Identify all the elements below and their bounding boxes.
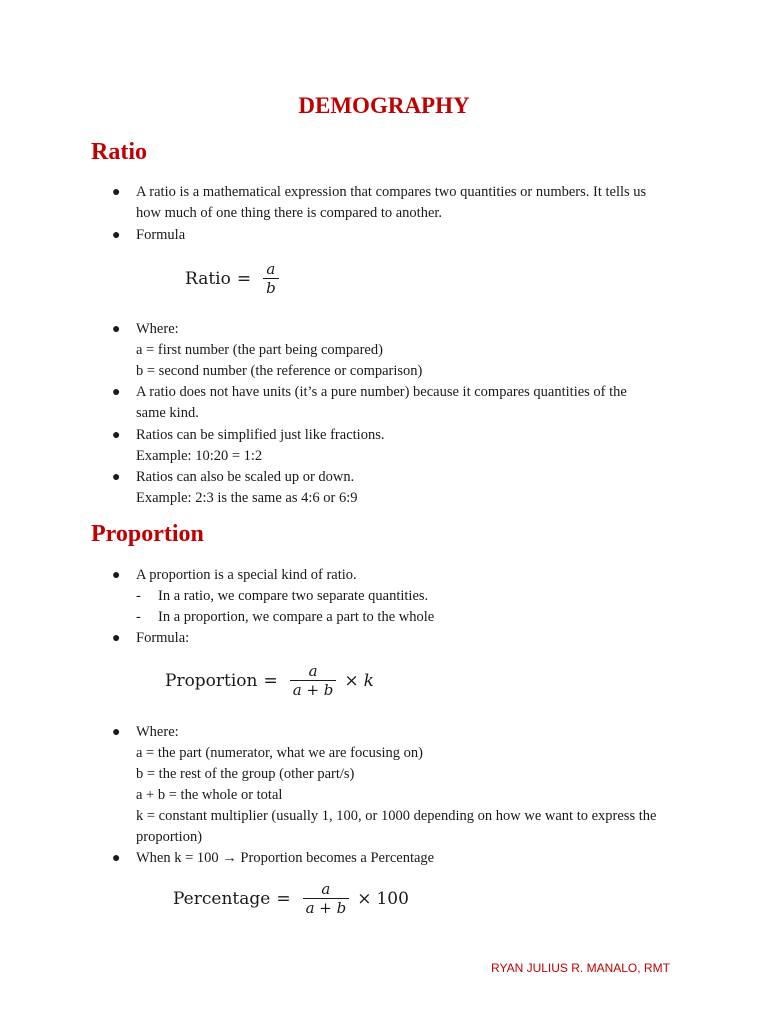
document-title: DEMOGRAPHY bbox=[298, 93, 470, 118]
bullet-icon: ● bbox=[112, 185, 121, 200]
ratio-where-b: b = second number (the reference or comparison) bbox=[136, 363, 423, 379]
percentage-times: × bbox=[357, 888, 372, 909]
ratio-where: Where: bbox=[136, 321, 179, 337]
proportion-where: Where: bbox=[136, 724, 179, 740]
percentage-numerator: a bbox=[321, 880, 331, 898]
ratio-heading: Ratio bbox=[91, 139, 147, 165]
bullet-icon: ● bbox=[112, 322, 121, 337]
ratio-simplify-example: Example: 10:20 = 1:2 bbox=[136, 448, 263, 464]
percentage-fraction bbox=[303, 880, 350, 917]
ratio-scale-example: Example: 2:3 is the same as 4:6 or 6:9 bbox=[136, 490, 358, 506]
proportion-formula-lhs: Proportion bbox=[165, 670, 258, 691]
ratio-denominator: b bbox=[266, 279, 276, 297]
proportion-where-ab: a + b = the whole or total bbox=[136, 787, 283, 803]
proportion-sub-item-2: In a proportion, we compare a part to the whole bbox=[158, 609, 435, 625]
ratio-units-line-1: A ratio does not have units (it’s a pure number) because it compares quantities of the bbox=[136, 384, 627, 400]
dash-marker: - bbox=[136, 609, 141, 625]
bullet-icon: ● bbox=[112, 851, 121, 866]
author-footer: RYAN JULIUS R. MANALO, RMT bbox=[491, 961, 670, 975]
proportion-where-k-line-1: k = constant multiplier (usually 1, 100, or 1000 depending on how we want to express the bbox=[136, 808, 657, 824]
proportion-definition: A proportion is a special kind of ratio. bbox=[136, 567, 357, 583]
proportion-sub-item-1: In a ratio, we compare two separate quantities. bbox=[158, 588, 429, 604]
bullet-icon: ● bbox=[112, 568, 121, 583]
percentage-denominator: a + b bbox=[305, 899, 347, 917]
proportion-heading: Proportion bbox=[91, 521, 204, 547]
proportion-where-a: a = the part (numerator, what we are focusing on) bbox=[136, 745, 424, 761]
proportion-where-k-line-2: proportion) bbox=[136, 829, 203, 845]
ratio-formula-label: Formula bbox=[136, 227, 186, 243]
ratio-fraction bbox=[263, 260, 279, 297]
ratio-definition-line-2: how much of one thing there is compared to another. bbox=[136, 205, 443, 221]
percentage-formula-equals: = bbox=[276, 888, 291, 909]
proportion-times: × bbox=[344, 670, 359, 691]
percentage-multiplier: 100 bbox=[376, 888, 409, 909]
bullet-icon: ● bbox=[112, 631, 121, 646]
proportion-denominator: a + b bbox=[292, 681, 334, 699]
bullet-icon: ● bbox=[112, 428, 121, 443]
bullet-icon: ● bbox=[112, 228, 121, 243]
bullet-icon: ● bbox=[112, 470, 121, 485]
proportion-formula-equals: = bbox=[263, 670, 278, 691]
proportion-multiplier: k bbox=[363, 670, 374, 691]
ratio-numerator: a bbox=[266, 260, 276, 278]
bullet-icon: ● bbox=[112, 385, 121, 400]
proportion-numerator: a bbox=[308, 662, 318, 680]
ratio-formula-equals: = bbox=[236, 268, 252, 289]
ratio-formula bbox=[185, 260, 285, 297]
ratio-formula-lhs: Ratio bbox=[185, 268, 231, 289]
proportion-formula bbox=[165, 662, 374, 699]
ratio-simplify: Ratios can be simplified just like fractions. bbox=[136, 427, 385, 443]
ratio-scale: Ratios can also be scaled up or down. bbox=[136, 469, 355, 485]
proportion-where-b: b = the rest of the group (other part/s) bbox=[136, 766, 355, 782]
ratio-definition-line-1: A ratio is a mathematical expression that compares two quantities or numbers. It tells us bbox=[136, 184, 647, 200]
dash-marker: - bbox=[136, 588, 141, 604]
proportion-fraction bbox=[290, 662, 337, 699]
percentage-note: When k = 100 → Proportion becomes a Percentage bbox=[136, 850, 435, 866]
proportion-formula-label: Formula: bbox=[136, 630, 190, 646]
bullet-icon: ● bbox=[112, 725, 121, 740]
percentage-formula-lhs: Percentage bbox=[173, 888, 271, 909]
ratio-where-a: a = first number (the part being compared) bbox=[136, 342, 383, 358]
percentage-formula bbox=[173, 880, 409, 917]
ratio-units-line-2: same kind. bbox=[136, 405, 199, 421]
